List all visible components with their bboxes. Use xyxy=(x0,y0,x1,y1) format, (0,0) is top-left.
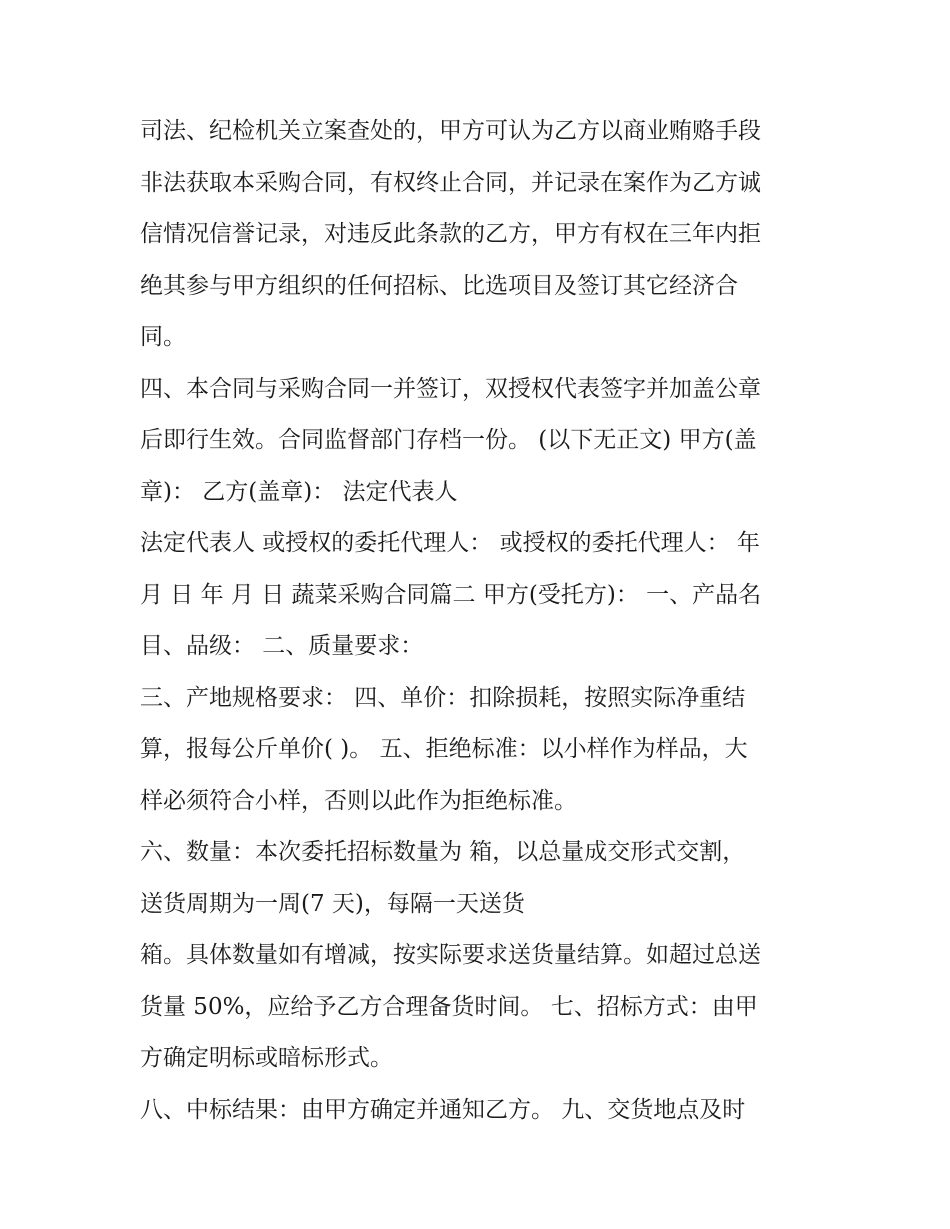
text-line: 后即行生效。合同监督部门存档一份。 (以下无正文) 甲方(盖 xyxy=(140,427,757,453)
text-line: 章)： 乙方(盖章)： 法定代表人 xyxy=(140,478,458,505)
text-line: 绝其参与甲方组织的任何招标、比选项目及签订其它经济合 xyxy=(140,272,738,299)
text-line: 货量 50%，应给予乙方合理备货时间。 七、招标方式：由甲 xyxy=(140,993,758,1020)
text-line: 送货周期为一周(7 天)，每隔一天送货 xyxy=(140,890,525,917)
text-line: 六、数量：本次委托招标数量为 箱，以总量成交形式交割， xyxy=(140,839,746,865)
contract-text-block xyxy=(140,106,820,1136)
text-line: 法定代表人 或授权的委托代理人： 或授权的委托代理人： 年 xyxy=(140,530,760,556)
text-line: 月 日 年 月 日 蔬菜采购合同篇二 甲方(受托方)： 一、产品名 xyxy=(140,581,762,608)
text-line: 同。 xyxy=(140,324,186,350)
text-line: 算，报每公斤单价( )。 五、拒绝标准：以小样作为样品，大 xyxy=(140,736,748,762)
text-line: 非法获取本采购合同，有权终止合同，并记录在案作为乙方诚 xyxy=(140,169,761,196)
text-line: 三、产地规格要求： 四、单价：扣除损耗，按照实际净重结 xyxy=(140,684,746,711)
text-line: 八、中标结果：由甲方确定并通知乙方。 九、交货地点及时 xyxy=(140,1096,746,1123)
text-line: 信情况信誉记录，对违反此条款的乙方，甲方有权在三年内拒 xyxy=(140,221,761,247)
text-line: 四、本合同与采购合同一并签订，双授权代表签字并加盖公章 xyxy=(140,375,761,402)
text-line: 目、品级： 二、质量要求： xyxy=(140,633,424,659)
text-line: 司法、纪检机关立案查处的，甲方可认为乙方以商业贿赂手段 xyxy=(140,118,761,144)
text-line: 样必须符合小样，否则以此作为拒绝标准。 xyxy=(140,787,577,814)
text-line: 箱。具体数量如有增减，按实际要求送货量结算。如超过总送 xyxy=(140,942,761,968)
text-line: 方确定明标或暗标形式。 xyxy=(140,1045,393,1071)
